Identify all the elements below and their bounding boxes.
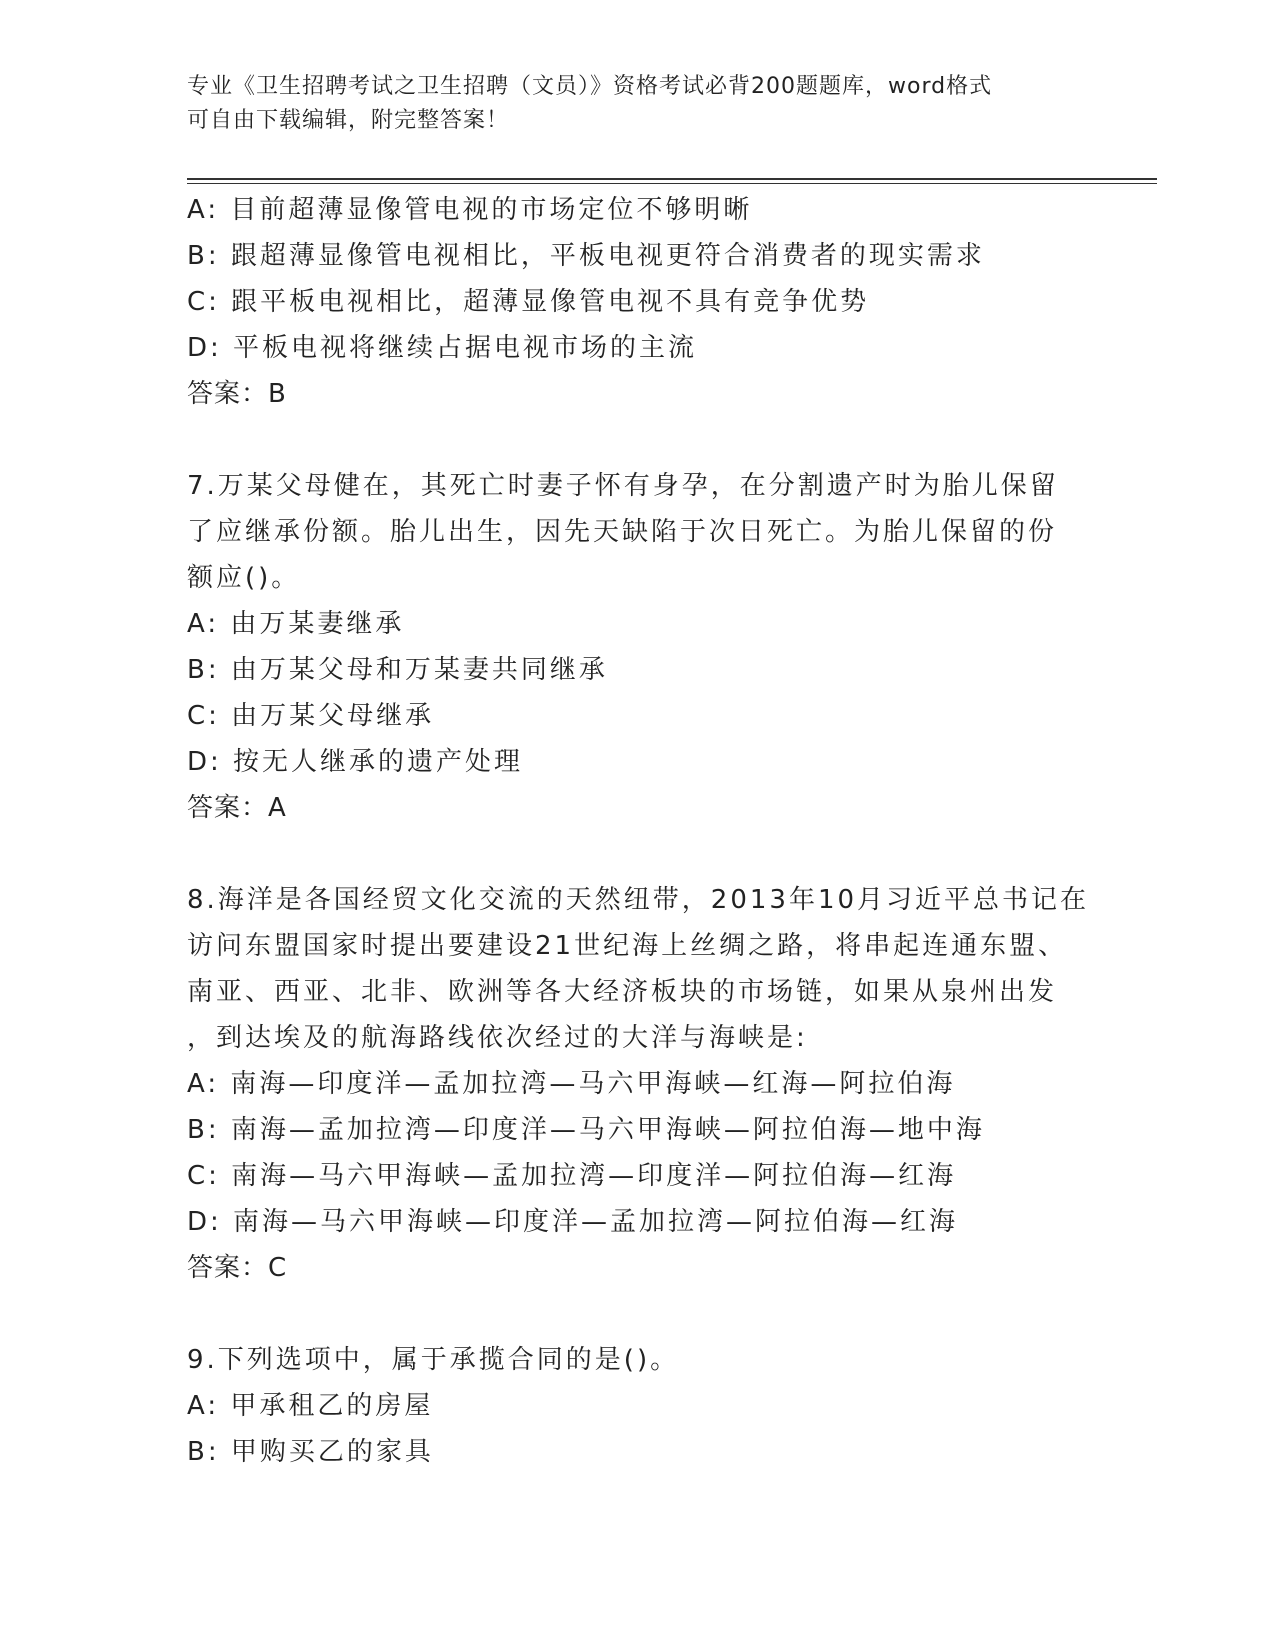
option-d: D: 南海—马六甲海峡—印度洋—孟加拉湾—阿拉伯海—红海 (187, 1207, 959, 1237)
option-c: C: 跟平板电视相比，超薄显像管电视不具有竞争优势 (187, 287, 870, 317)
question-8 (187, 877, 1090, 1291)
option-b: B: 南海—孟加拉湾—印度洋—马六甲海峡—阿拉伯海—地中海 (187, 1115, 985, 1145)
question-9 (187, 1337, 1087, 1475)
option-d: D: 按无人继承的遗产处理 (187, 747, 524, 777)
spacer (187, 417, 1087, 463)
option-b: B: 甲购买乙的家具 (187, 1437, 434, 1467)
option-a: A: 甲承租乙的房屋 (187, 1391, 434, 1421)
question-7 (187, 463, 1087, 831)
question-stem-line: 访问东盟国家时提出要建设21世纪海上丝绸之路，将串起连通东盟、 (187, 931, 1068, 961)
option-c: C: 南海—马六甲海峡—孟加拉湾—印度洋—阿拉伯海—红海 (187, 1161, 957, 1191)
answer: 答案：B (187, 379, 287, 409)
option-a: A: 目前超薄显像管电视的市场定位不够明晰 (187, 195, 753, 225)
option-a: A: 由万某妻继承 (187, 609, 405, 639)
answer: 答案：A (187, 793, 287, 823)
option-b: B: 跟超薄显像管电视相比，平板电视更符合消费者的现实需求 (187, 241, 985, 271)
question-stem-line: 9.下列选项中，属于承揽合同的是()。 (187, 1345, 680, 1375)
header-divider-top (187, 178, 1157, 180)
option-a: A: 南海—印度洋—孟加拉湾—马六甲海峡—红海—阿拉伯海 (187, 1069, 956, 1099)
option-b: B: 由万某父母和万某妻共同继承 (187, 655, 608, 685)
document-header (187, 70, 1087, 138)
question-stem-line: ，到达埃及的航海路线依次经过的大洋与海峡是: (187, 1023, 808, 1053)
question-stem-line: 8.海洋是各国经贸文化交流的天然纽带，2013年10月习近平总书记在 (187, 885, 1090, 915)
question-stem-line: 额应()。 (187, 563, 301, 593)
question-list (187, 187, 1090, 1475)
question-stem-line: 了应继承份额。胎儿出生，因先天缺陷于次日死亡。为胎儿保留的份 (187, 517, 1058, 547)
question-stem-line: 7.万某父母健在，其死亡时妻子怀有身孕，在分割遗产时为胎儿保留 (187, 471, 1059, 501)
header-line-1: 专业《卫生招聘考试之卫生招聘（文员）》资格考试必背200题题库，word格式 (187, 74, 993, 99)
option-c: C: 由万某父母继承 (187, 701, 435, 731)
answer: 答案：C (187, 1253, 288, 1283)
option-d: D: 平板电视将继续占据电视市场的主流 (187, 333, 698, 363)
question-stem-line: 南亚、西亚、北非、欧洲等各大经济板块的市场链，如果从泉州出发 (187, 977, 1058, 1007)
header-line-2: 可自由下载编辑，附完整答案！ (187, 108, 510, 133)
spacer (187, 831, 1087, 877)
question-6 (187, 187, 1087, 417)
header-divider-bottom (187, 183, 1157, 184)
spacer (187, 1291, 1087, 1337)
